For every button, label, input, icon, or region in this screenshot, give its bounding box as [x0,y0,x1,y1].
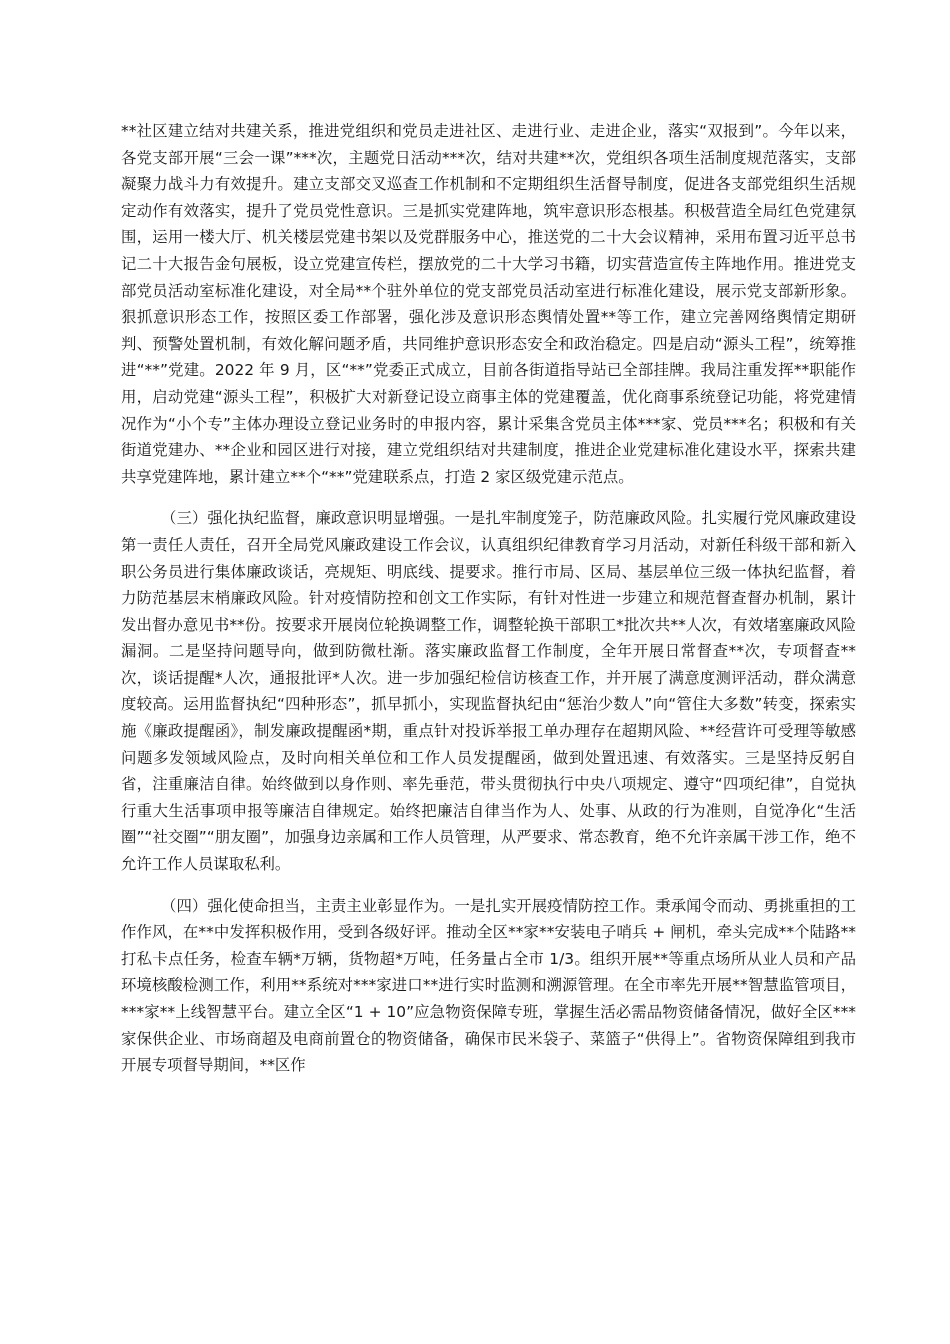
paragraph-section-3: （三）强化执纪监督，廉政意识明显增强。一是扎牢制度笼子，防范廉政风险。扎实履行党风廉政建设第一责任人责任，召开全局党风廉政建设工作会议，认真组织纪律教育学习月活动，对新任科级干部和新入职公务员进行集体廉政谈话，亮规矩、明底线、提要求。推行市局、区局、基层单位三级一体执纪监督，着力防范基层末梢廉政风险。针对疫情防控和创文工作实际，有针对性进一步建立和规范督查督办机制，累计发出督办意见书**份。按要求开展岗位轮换调整工作，调整轮换干部职工*批次共**人次，有效堵塞廉政风险漏洞。二是坚持问题导向，做到防微杜渐。落实廉政监督工作制度，全年开展日常督查**次，专项督查**次，谈话提醒*人次，通报批评*人次。进一步加强纪检信访核查工作，并开展了满意度测评活动，群众满意度较高。运用监督执纪“四种形态”，抓早抓小，实现监督执纪由“惩治少数人”向“管住大多数”转变，探索实施《廉政提醒函》，制发廉政提醒函*期，重点针对投诉举报工单办理存在超期风险、**经营许可受理等敏感问题多发领域风险点，及时向相关单位和工作人员发提醒函，做到处置迅速、有效落实。三是坚持反躬自省，注重廉洁自律。始终做到以身作则、率先垂范，带头贯彻执行中央八项规定、遵守“四项纪律”，自觉执行重大生活事项申报等廉洁自律规定。始终把廉洁自律当作为人、处事、从政的行为准则，自觉净化“生活圈”“社交圈”“朋友圈”，加强身边亲属和工作人员管理，从严要求、常态教育，绝不允许亲属干涉工作，绝不允许工作人员谋取私利。 [121,509,856,874]
paragraph-section-4: （四）强化使命担当，主责主业彰显作为。一是扎实开展疫情防控工作。秉承闻令而动、勇挑重担的工作作风，在**中发挥积极作用，受到各级好评。推动全区**家**安装电子哨兵 + 闸机，牵头完成**个陆路**打私卡点任务，检查车辆*万辆，货物超*万吨，任务量占全市 1/3。组织开展**等重点场所从业人员和产品环境核酸检测工作，利用**系统对***家进口**进行实时监测和溯源管理。在全市率先开展**智慧监管项目，***家**上线智慧平台。建立全区“1 + 10”应急物资保障专班，掌握生活必需品物资储备情况，做好全区***家保供企业、市场商超及电商前置仓的物资储备，确保市民米袋子、菜篮子“供得上”。省物资保障组到我市开展专项督导期间，**区作 [121,896,856,1075]
paragraph-continuation: **社区建立结对共建关系，推进党组织和党员走进社区、走进行业、走进企业，落实“双报到”。今年以来，各党支部开展“三会一课”***次，主题党日活动***次，结对共建**次，党组织各项生活制度规范落实，支部凝聚力战斗力有效提升。建立支部交叉巡查工作机制和不定期组织生活督导制度，促进各支部党组织生活规定动作有效落实，提升了党员党性意识。三是抓实党建阵地，筑牢意识形态根基。积极营造全局红色党建氛围，运用一楼大厅、机关楼层党建书架以及党群服务中心，推送党的二十大会议精神，采用布置习近平总书记二十大报告金句展板，设立党建宣传栏，摆放党的二十大学习书籍，切实营造宣传主阵地作用。推进党支部党员活动室标准化建设，对全局**个驻外单位的党支部党员活动室进行标准化建设，展示党支部新形象。狠抓意识形态工作，按照区委工作部署，强化涉及意识形态舆情处置**等工作，建立完善网络舆情定期研判、预警处置机制，有效化解问题矛盾，共同维护意识形态安全和政治稳定。四是启动“源头工程”，统筹推进“**”党建。2022 年 9 月，区“**”党委正式成立，目前各街道指导站已全部挂牌。我局注重发挥**职能作用，启动党建“源头工程”，积极扩大对新登记设立商事主体的党建覆盖，优化商事系统登记功能，将党建情况作为“小个专”主体办理设立登记业务时的申报内容，累计采集含党员主体***家、党员***名；积极和有关街道党建办、**企业和园区进行对接，建立党组织结对共建制度，推进企业党建标准化建设水平，探索共建共享党建阵地，累计建立**个“**”党建联系点，打造 2 家区级党建示范点。 [121,122,856,486]
document-body [121,118,856,1094]
